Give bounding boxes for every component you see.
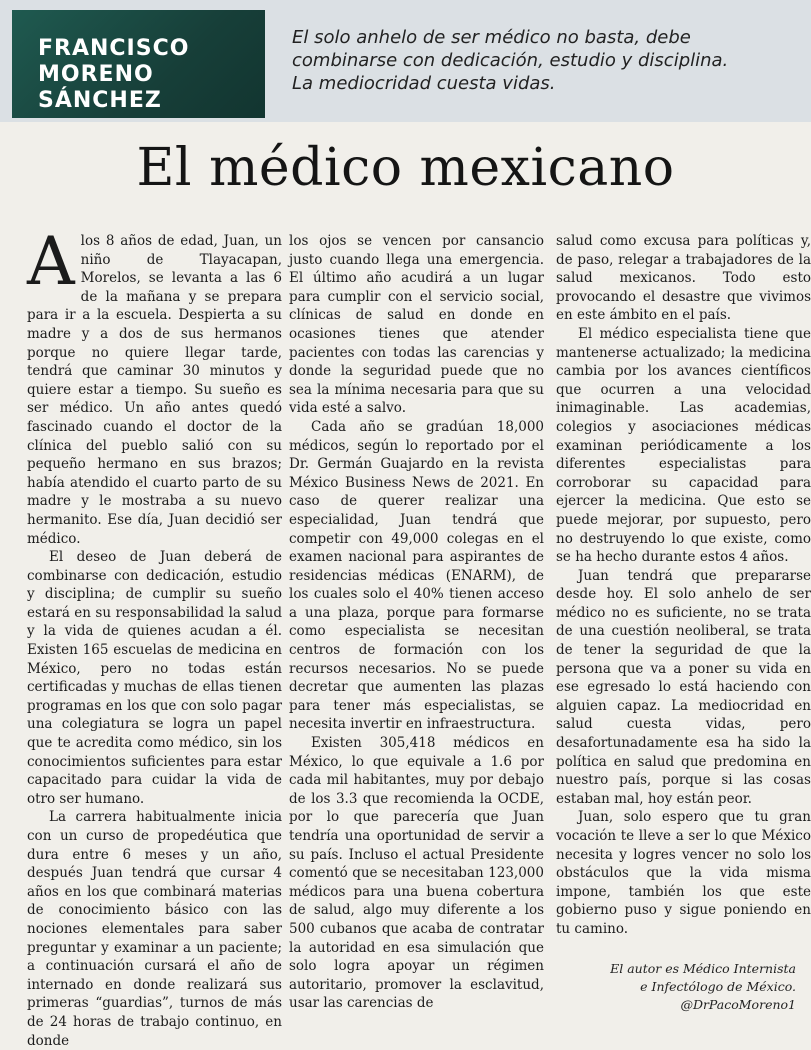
twitter-handle: @DrPacoMoreno1 xyxy=(680,997,796,1012)
paragraph: los ojos se vencen por cansancio justo cuando llega una emergencia. El último año acudirá a un lugar para cumplir con el servicio social, clínicas de salud en donde en ocasiones tienes que atender pacientes con todas las carencias y donde la seguridad puede que no sea la mínima necesaria para que su vida esté a salvo. xyxy=(289,233,544,417)
paragraph: los 8 años de edad, Juan, un niño de Tlayacapan, Morelos, se levanta a las 6 de la mañana y se prepara para ir a la escuela. Despierta a su madre y a dos de sus hermanos porque no quiere llegar tarde, tendrá que caminar 30 minutos y quiere estar a tiempo. Su sueño es ser médico. Un año antes quedó fascinado cuando el doctor de la clínica del pueblo salió con su pequeño hermano en sus brazos; había atendido el cuarto parto de su madre y le mostraba a su nuevo hermanito. Ese día, Juan decidió ser médico. xyxy=(27,233,282,547)
paragraph: El médico especialista tiene que mantenerse actualizado; la medicina cambia por los avances científicos que ocurren a una velocidad inimaginable. Las academias, colegios y asociaciones médicas examinan periódicamente a los diferentes especialistas para corroborar su capacidad para ejercer la medicina. Que esto se puede mejorar, por supuesto, pero no destruyendo lo que existe, como se ha hecho durante estos 4 años. xyxy=(556,325,811,566)
paragraph: Existen 305,418 médicos en México, lo que equivale a 1.6 por cada mil habitantes, muy por debajo de los 3.3 que recomienda la OCDE, por lo que parecería que Juan tendría una oportunidad de servir a su país. Incluso el actual Presidente comentó que se necesitaban 123,000 médicos para una buena cobertura de salud, algo muy diferente a los 500 cubanos que acaba de contratar la autoridad en esa simulación que solo logra apoyar un régimen autoritario, promover la esclavitud, usar las carencias de xyxy=(289,735,544,1012)
drop-cap: A xyxy=(27,223,75,300)
tagline-line: El solo anhelo de ser médico no basta, debe xyxy=(292,27,691,48)
article-column-2 xyxy=(289,232,544,1013)
paragraph: Juan, solo espero que tu gran vocación te lleve a ser lo que México necesita y logres vencer no solo los obstáculos que la vida misma impone, también los que este gobierno puso y sigue poniendo en tu camino. xyxy=(556,809,811,937)
article-title: El médico mexicano xyxy=(136,138,675,198)
author-name xyxy=(38,36,189,114)
author-name-line: MORENO xyxy=(38,62,154,87)
tagline-line: La mediocridad cuesta vidas. xyxy=(292,73,556,94)
tagline xyxy=(292,26,792,95)
paragraph: Cada año se gradúan 18,000 médicos, según lo reportado por el Dr. Germán Guajardo en la revista México Business News de 2021. En caso de querer realizar una especialidad, Juan tendrá que competir con 49,000 colegas en el examen nacional para aspirantes de residencias médicas (ENARM), de los cuales solo el 40% tienen acceso a una plaza, porque para formarse como especialista se necesitan centros de formación con los recursos necesarios. No se puede decretar que aumenten las plazas para tener más especialistas, se necesita invertir en infraestructura. xyxy=(289,418,544,733)
signature-line: El autor es Médico Internista xyxy=(610,961,796,976)
article-column-1 xyxy=(27,223,282,1050)
signature-line: e Infectólogo de México. xyxy=(640,979,796,994)
author-signature xyxy=(556,960,796,1014)
author-name-line: FRANCISCO xyxy=(38,36,190,61)
author-name-line: SÁNCHEZ xyxy=(38,88,162,113)
paragraph: salud como excusa para políticas y, de paso, relegar a trabajadores de la salud mexicanos. Todo esto provocando el desastre que vivimos en este ámbito en el país. xyxy=(556,233,811,324)
article-column-3 xyxy=(556,232,811,939)
column-header xyxy=(0,0,811,122)
tagline-line: combinarse con dedicación, estudio y disciplina. xyxy=(292,50,729,71)
paragraph: Juan tendrá que prepararse desde hoy. El solo anhelo de ser médico no es suficiente, no se trata de una cuestión neoliberal, se trata de tener la seguridad de que la persona que va a poner su vida en ese egresado lo está haciendo con alguien capaz. La mediocridad en salud cuesta vidas, pero desafortunadamente esa ha sido la política en salud que predomina en nuestro país, porque si las cosas estaban mal, hoy están peor. xyxy=(556,567,811,807)
paragraph: La carrera habitualmente inicia con un curso de propedéutica que dura entre 6 meses y un año, después Juan tendrá que cursar 4 años en los que combinará materias de conocimiento básico con las nociones elementales para saber preguntar y examinar a un paciente; a continuación cursará el año de internado en donde realizará sus primeras “guardias”, turnos de más de 24 horas de trabajo continuo, en donde xyxy=(27,809,282,1049)
paragraph: El deseo de Juan deberá de combinarse con dedicación, estudio y disciplina; de cumplir su sueño estará en su responsabilidad la salud y la vida de quienes acudan a él. Existen 165 escuelas de medicina en México, pero no todas están certificadas y muchas de ellas tienen programas en los que con solo pagar una colegiatura se logra un papel que te acredita como médico, sin los conocimientos suficientes para estar capacitado para cuidar la vida de otro ser humano. xyxy=(27,549,282,807)
author-box xyxy=(12,10,265,118)
